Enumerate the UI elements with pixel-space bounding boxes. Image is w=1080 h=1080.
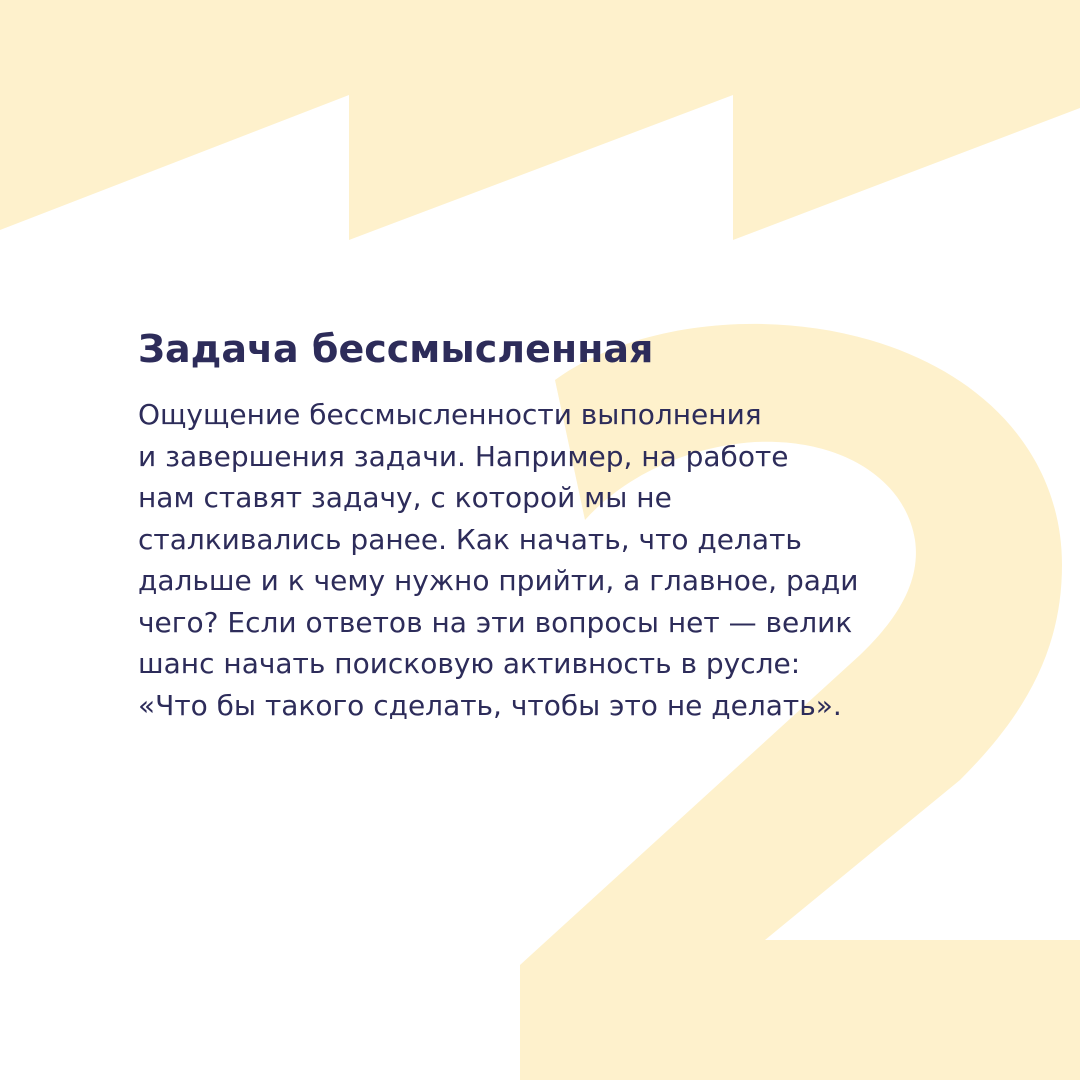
card-title: Задача бессмысленная [138,327,654,371]
zigzag-band [0,0,1080,240]
body-line: дальше и к чему нужно прийти, а главное, ради [138,564,859,597]
body-line: нам ставят задачу, с которой мы не [138,481,672,514]
body-line: шанс начать поисковую активность в русле: [138,647,801,680]
text-block [138,318,998,726]
body-line: Ощущение бессмысленности выполнения [138,398,762,431]
body-line: «Что бы такого сделать, чтобы это не делать». [138,688,842,722]
body-line: и завершения задачи. Например, на работе [138,439,789,473]
body-line: сталкивались ранее. Как начать, что делать [138,522,802,556]
body-line: чего? Если ответов на эти вопросы нет — велик [138,605,853,639]
card-body [138,394,998,726]
